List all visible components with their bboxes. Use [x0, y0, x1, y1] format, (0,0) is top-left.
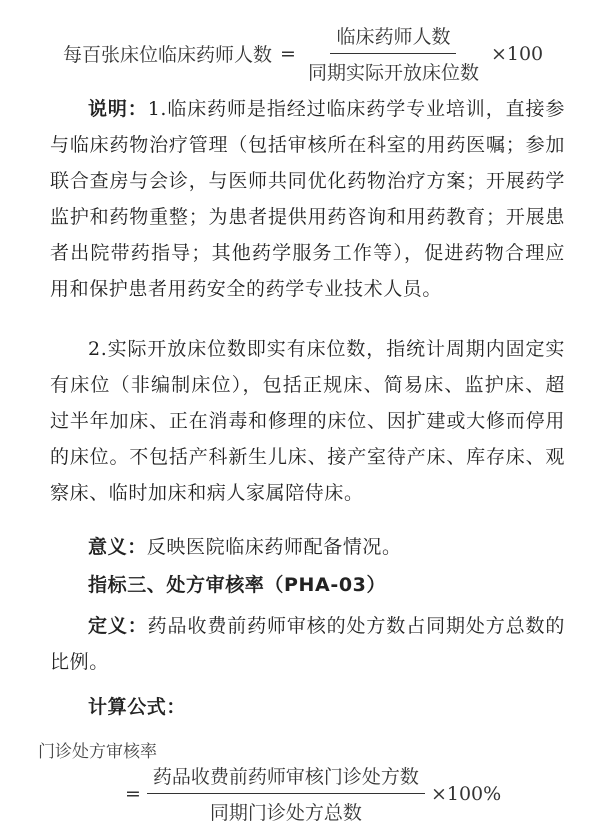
formula2-title: 门诊处方审核率 [38, 742, 157, 762]
formula2-multiplier: ×100% [430, 782, 502, 805]
formula2-fraction [147, 762, 425, 825]
formula1-multiplier: ×100 [490, 42, 544, 65]
formula2-numerator: 药品收费前药师审核门诊处方数 [147, 762, 425, 794]
note-paragraph-1 [50, 91, 565, 307]
meaning-text: 反映医院临床药师配备情况。 [146, 536, 402, 558]
meaning-label: 意义： [88, 536, 147, 558]
formula-prescription-review [125, 762, 501, 825]
formula2-equals: = [125, 782, 141, 805]
formula1-denominator: 同期实际开放床位数 [307, 62, 479, 84]
definition-text: 药品收费前药师审核的处方数占同期处方总数的比例。 [50, 615, 565, 673]
formula-bed-pharmacist [63, 22, 543, 85]
note-paragraph-2 [50, 331, 565, 511]
formula1-fraction [302, 22, 485, 85]
indicator-3-title: 指标三、处方审核率（PHA-03） [88, 574, 387, 596]
note-item-1: 1.临床药师是指经过临床药学专业培训，直接参与临床药物治疗管理（包括审核所在科室的用药医嘱；参加联合查房与会诊，与医师共同优化药物治疗方案；开展药学监护和药物重整；为患者提供用药咨询和用药教育；开展患者出院带药指导；其他药学服务工作等），促进药物合理应用和保护患者用药安全的药学专业技术人员。 [50, 98, 565, 300]
calc-formula-label: 计算公式： [88, 696, 187, 718]
formula1-equals: = [280, 42, 296, 65]
definition-paragraph [50, 608, 565, 680]
formula1-numerator: 临床药师人数 [330, 22, 456, 54]
note-label: 说明： [88, 98, 148, 120]
meaning-paragraph [50, 529, 565, 565]
definition-label: 定义： [88, 615, 148, 637]
note-item-2: 2.实际开放床位数即实有床位数，指统计周期内固定实有床位（非编制床位），包括正规床、简易床、监护床、超过半年加床、正在消毒和修理的床位、因扩建或大修而停用的床位。不包括产科新生儿床、接产室待产床、库存床、观察床、临时加床和病人家属陪侍床。 [50, 338, 565, 504]
formula2-denominator: 同期门诊处方总数 [209, 802, 362, 824]
formula1-lhs: 每百张床位临床药师人数 [63, 44, 273, 66]
